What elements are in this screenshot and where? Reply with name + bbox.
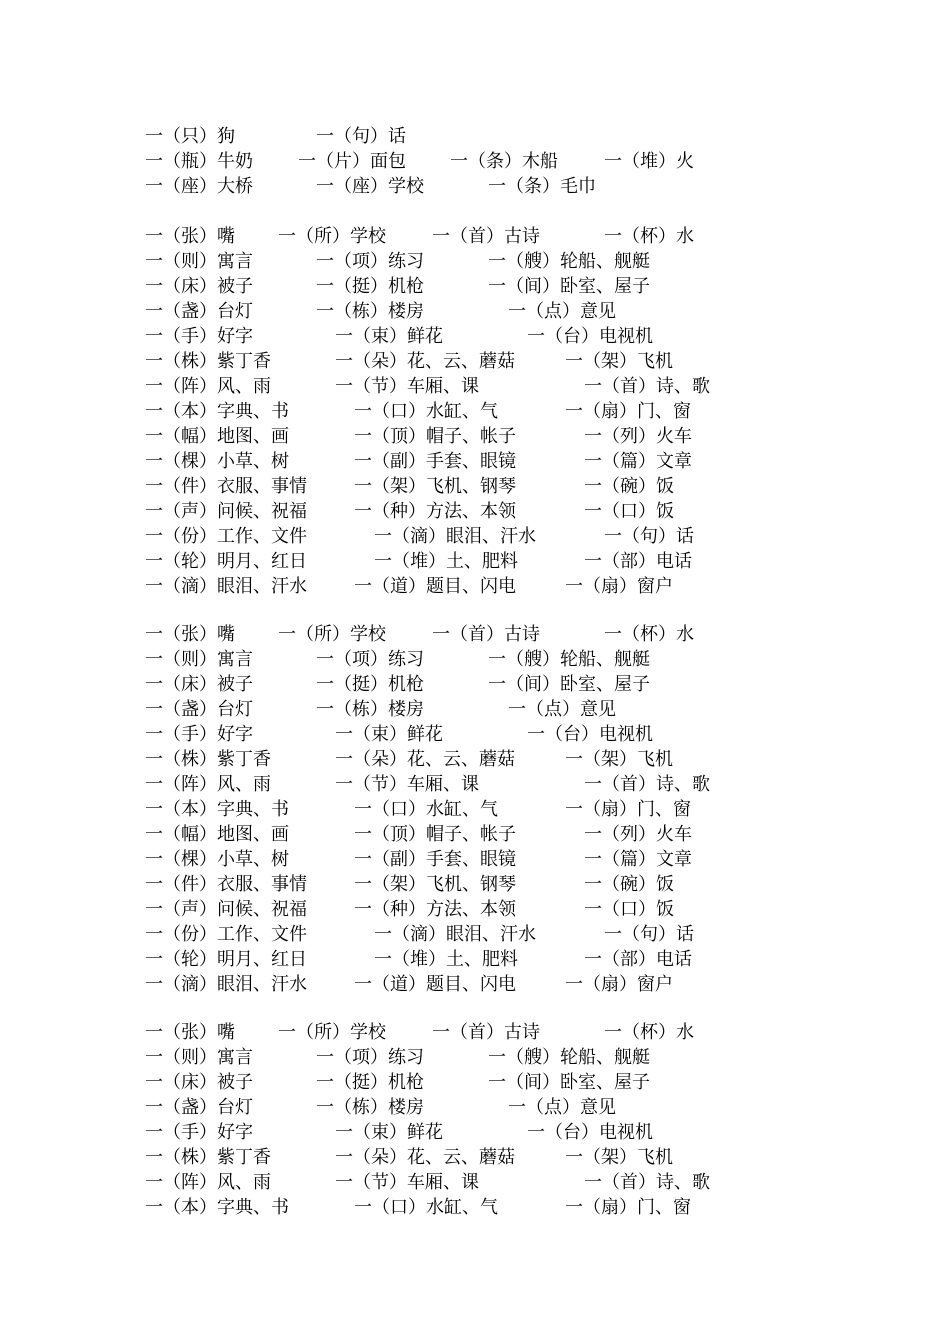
measure-word-entry: 一（艘）轮船、舰艇 bbox=[488, 649, 650, 670]
text-line bbox=[0, 873, 950, 897]
measure-word-entry: 一（轮）明月、红日 bbox=[145, 551, 307, 572]
measure-word-entry: 一（束）鲜花 bbox=[335, 326, 443, 347]
measure-word-entry: 一（口）饭 bbox=[584, 899, 674, 920]
measure-word-entry: 一（副）手套、眼镜 bbox=[354, 849, 516, 870]
measure-word-entry: 一（道）题目、闪电 bbox=[354, 974, 516, 995]
text-line bbox=[0, 425, 950, 449]
measure-word-entry: 一（所）学校 bbox=[278, 624, 386, 645]
measure-word-entry: 一（首）诗、歌 bbox=[584, 1172, 710, 1193]
text-line bbox=[0, 550, 950, 574]
measure-word-entry: 一（束）鲜花 bbox=[335, 1122, 443, 1143]
measure-word-entry: 一（口）饭 bbox=[584, 501, 674, 522]
text-line bbox=[0, 948, 950, 972]
measure-word-entry: 一（幅）地图、画 bbox=[145, 426, 289, 447]
text-line bbox=[0, 250, 950, 274]
measure-word-entry: 一（间）卧室、屋子 bbox=[488, 1072, 650, 1093]
measure-word-entry: 一（顶）帽子、帐子 bbox=[354, 824, 516, 845]
text-line bbox=[0, 923, 950, 947]
measure-word-entry: 一（则）寓言 bbox=[145, 1047, 253, 1068]
measure-word-entry: 一（手）好字 bbox=[145, 326, 253, 347]
measure-word-entry: 一（扇）门、窗 bbox=[565, 799, 691, 820]
measure-word-entry: 一（挺）机枪 bbox=[316, 1072, 424, 1093]
measure-word-entry: 一（阵）风、雨 bbox=[145, 1172, 271, 1193]
measure-word-entry: 一（部）电话 bbox=[584, 949, 692, 970]
text-line bbox=[0, 1096, 950, 1120]
measure-word-entry: 一（台）电视机 bbox=[527, 326, 653, 347]
text-line bbox=[0, 150, 950, 174]
measure-word-entry: 一（条）毛巾 bbox=[488, 176, 596, 197]
measure-word-entry: 一（挺）机枪 bbox=[316, 674, 424, 695]
measure-word-entry: 一（阵）风、雨 bbox=[145, 376, 271, 397]
measure-word-entry: 一（碗）饭 bbox=[584, 476, 674, 497]
measure-word-entry: 一（杯）水 bbox=[604, 624, 694, 645]
measure-word-entry: 一（道）题目、闪电 bbox=[354, 576, 516, 597]
text-line bbox=[0, 175, 950, 199]
measure-word-entry: 一（篇）文章 bbox=[584, 849, 692, 870]
measure-word-entry: 一（口）水缸、气 bbox=[354, 799, 498, 820]
measure-word-entry: 一（瓶）牛奶 bbox=[145, 151, 253, 172]
measure-word-entry: 一（盏）台灯 bbox=[145, 699, 253, 720]
text-line bbox=[0, 898, 950, 922]
text-line bbox=[0, 823, 950, 847]
measure-word-entry: 一（项）练习 bbox=[316, 649, 424, 670]
measure-word-entry: 一（则）寓言 bbox=[145, 251, 253, 272]
measure-word-entry: 一（本）字典、书 bbox=[145, 401, 289, 422]
text-line bbox=[0, 673, 950, 697]
measure-word-entry: 一（盏）台灯 bbox=[145, 301, 253, 322]
text-line bbox=[0, 1171, 950, 1195]
measure-word-entry: 一（片）面包 bbox=[298, 151, 406, 172]
measure-word-entry: 一（句）话 bbox=[604, 526, 694, 547]
measure-word-entry: 一（副）手套、眼镜 bbox=[354, 451, 516, 472]
measure-word-entry: 一（句）话 bbox=[604, 924, 694, 945]
measure-word-entry: 一（本）字典、书 bbox=[145, 1197, 289, 1218]
measure-word-entry: 一（杯）水 bbox=[604, 1022, 694, 1043]
measure-word-entry: 一（栋）楼房 bbox=[316, 1097, 424, 1118]
measure-word-entry: 一（项）练习 bbox=[316, 1047, 424, 1068]
measure-word-entry: 一（间）卧室、屋子 bbox=[488, 276, 650, 297]
measure-word-entry: 一（项）练习 bbox=[316, 251, 424, 272]
text-line bbox=[0, 1046, 950, 1070]
measure-word-entry: 一（种）方法、本领 bbox=[354, 899, 516, 920]
text-line bbox=[0, 375, 950, 399]
measure-word-entry: 一（束）鲜花 bbox=[335, 724, 443, 745]
measure-word-entry: 一（扇）门、窗 bbox=[565, 1197, 691, 1218]
measure-word-entry: 一（篇）文章 bbox=[584, 451, 692, 472]
measure-word-entry: 一（座）学校 bbox=[316, 176, 424, 197]
measure-word-entry: 一（种）方法、本领 bbox=[354, 501, 516, 522]
text-line bbox=[0, 300, 950, 324]
text-line bbox=[0, 1146, 950, 1170]
measure-word-entry: 一（艘）轮船、舰艇 bbox=[488, 251, 650, 272]
measure-word-entry: 一（间）卧室、屋子 bbox=[488, 674, 650, 695]
measure-word-entry: 一（所）学校 bbox=[278, 226, 386, 247]
measure-word-entry: 一（节）车厢、课 bbox=[335, 1172, 479, 1193]
measure-word-entry: 一（架）飞机 bbox=[565, 351, 673, 372]
measure-word-entry: 一（架）飞机 bbox=[565, 749, 673, 770]
measure-word-entry: 一（首）古诗 bbox=[432, 226, 540, 247]
measure-word-entry: 一（幅）地图、画 bbox=[145, 824, 289, 845]
measure-word-entry: 一（株）紫丁香 bbox=[145, 749, 271, 770]
measure-word-entry: 一（床）被子 bbox=[145, 1072, 253, 1093]
text-line bbox=[0, 623, 950, 647]
measure-word-entry: 一（口）水缸、气 bbox=[354, 1197, 498, 1218]
measure-word-entry: 一（床）被子 bbox=[145, 276, 253, 297]
measure-word-entry: 一（声）问候、祝福 bbox=[145, 501, 307, 522]
measure-word-entry: 一（朵）花、云、蘑菇 bbox=[335, 351, 515, 372]
measure-word-entry: 一（滴）眼泪、汗水 bbox=[145, 974, 307, 995]
text-line bbox=[0, 500, 950, 524]
measure-word-entry: 一（架）飞机、钢琴 bbox=[354, 874, 516, 895]
measure-word-entry: 一（条）木船 bbox=[450, 151, 558, 172]
measure-word-entry: 一（挺）机枪 bbox=[316, 276, 424, 297]
measure-word-entry: 一（节）车厢、课 bbox=[335, 774, 479, 795]
text-line bbox=[0, 973, 950, 997]
measure-word-entry: 一（滴）眼泪、汗水 bbox=[145, 576, 307, 597]
measure-word-entry: 一（栋）楼房 bbox=[316, 699, 424, 720]
measure-word-entry: 一（点）意见 bbox=[508, 699, 616, 720]
text-line bbox=[0, 125, 950, 149]
measure-word-entry: 一（扇）窗户 bbox=[565, 576, 673, 597]
measure-word-entry: 一（堆）土、肥料 bbox=[374, 551, 518, 572]
measure-word-entry: 一（本）字典、书 bbox=[145, 799, 289, 820]
measure-word-entry: 一（棵）小草、树 bbox=[145, 849, 289, 870]
measure-word-entry: 一（株）紫丁香 bbox=[145, 351, 271, 372]
text-line bbox=[0, 400, 950, 424]
measure-word-entry: 一（件）衣服、事情 bbox=[145, 874, 307, 895]
measure-word-entry: 一（艘）轮船、舰艇 bbox=[488, 1047, 650, 1068]
text-line bbox=[0, 1121, 950, 1145]
text-line bbox=[0, 723, 950, 747]
measure-word-entry: 一（张）嘴 bbox=[145, 226, 235, 247]
measure-word-entry: 一（件）衣服、事情 bbox=[145, 476, 307, 497]
measure-word-entry: 一（扇）门、窗 bbox=[565, 401, 691, 422]
text-line bbox=[0, 475, 950, 499]
measure-word-entry: 一（床）被子 bbox=[145, 674, 253, 695]
measure-word-entry: 一（手）好字 bbox=[145, 1122, 253, 1143]
measure-word-entry: 一（滴）眼泪、汗水 bbox=[374, 924, 536, 945]
measure-word-entry: 一（份）工作、文件 bbox=[145, 526, 307, 547]
measure-word-entry: 一（首）古诗 bbox=[432, 1022, 540, 1043]
measure-word-entry: 一（列）火车 bbox=[584, 824, 692, 845]
text-line bbox=[0, 575, 950, 599]
text-line bbox=[0, 748, 950, 772]
measure-word-entry: 一（点）意见 bbox=[508, 1097, 616, 1118]
measure-word-entry: 一（堆）土、肥料 bbox=[374, 949, 518, 970]
text-line bbox=[0, 1196, 950, 1220]
measure-word-entry: 一（张）嘴 bbox=[145, 624, 235, 645]
measure-word-entry: 一（首）诗、歌 bbox=[584, 774, 710, 795]
text-line bbox=[0, 798, 950, 822]
text-line bbox=[0, 648, 950, 672]
measure-word-entry: 一（栋）楼房 bbox=[316, 301, 424, 322]
measure-word-entry: 一（架）飞机 bbox=[565, 1147, 673, 1168]
measure-word-entry: 一（台）电视机 bbox=[527, 1122, 653, 1143]
text-line bbox=[0, 350, 950, 374]
measure-word-entry: 一（杯）水 bbox=[604, 226, 694, 247]
text-line bbox=[0, 275, 950, 299]
text-line bbox=[0, 698, 950, 722]
measure-word-entry: 一（朵）花、云、蘑菇 bbox=[335, 1147, 515, 1168]
measure-word-entry: 一（句）话 bbox=[316, 126, 406, 147]
measure-word-entry: 一（座）大桥 bbox=[145, 176, 253, 197]
text-line bbox=[0, 848, 950, 872]
text-line bbox=[0, 1021, 950, 1045]
measure-word-entry: 一（手）好字 bbox=[145, 724, 253, 745]
measure-word-entry: 一（份）工作、文件 bbox=[145, 924, 307, 945]
measure-word-entry: 一（口）水缸、气 bbox=[354, 401, 498, 422]
measure-word-entry: 一（堆）火 bbox=[604, 151, 694, 172]
measure-word-entry: 一（首）古诗 bbox=[432, 624, 540, 645]
measure-word-entry: 一（节）车厢、课 bbox=[335, 376, 479, 397]
text-line bbox=[0, 773, 950, 797]
measure-word-entry: 一（株）紫丁香 bbox=[145, 1147, 271, 1168]
measure-word-entry: 一（只）狗 bbox=[145, 126, 235, 147]
measure-word-entry: 一（列）火车 bbox=[584, 426, 692, 447]
measure-word-entry: 一（声）问候、祝福 bbox=[145, 899, 307, 920]
measure-word-entry: 一（碗）饭 bbox=[584, 874, 674, 895]
measure-word-entry: 一（朵）花、云、蘑菇 bbox=[335, 749, 515, 770]
text-line bbox=[0, 225, 950, 249]
text-line bbox=[0, 525, 950, 549]
measure-word-entry: 一（架）飞机、钢琴 bbox=[354, 476, 516, 497]
measure-word-entry: 一（部）电话 bbox=[584, 551, 692, 572]
measure-word-entry: 一（盏）台灯 bbox=[145, 1097, 253, 1118]
measure-word-entry: 一（台）电视机 bbox=[527, 724, 653, 745]
measure-word-entry: 一（棵）小草、树 bbox=[145, 451, 289, 472]
text-line bbox=[0, 1071, 950, 1095]
measure-word-entry: 一（滴）眼泪、汗水 bbox=[374, 526, 536, 547]
measure-word-entry: 一（所）学校 bbox=[278, 1022, 386, 1043]
text-line bbox=[0, 325, 950, 349]
measure-word-entry: 一（点）意见 bbox=[508, 301, 616, 322]
measure-word-entry: 一（首）诗、歌 bbox=[584, 376, 710, 397]
text-line bbox=[0, 450, 950, 474]
measure-word-entry: 一（则）寓言 bbox=[145, 649, 253, 670]
measure-word-entry: 一（顶）帽子、帐子 bbox=[354, 426, 516, 447]
measure-word-entry: 一（轮）明月、红日 bbox=[145, 949, 307, 970]
measure-word-entry: 一（扇）窗户 bbox=[565, 974, 673, 995]
measure-word-entry: 一（张）嘴 bbox=[145, 1022, 235, 1043]
measure-word-entry: 一（阵）风、雨 bbox=[145, 774, 271, 795]
